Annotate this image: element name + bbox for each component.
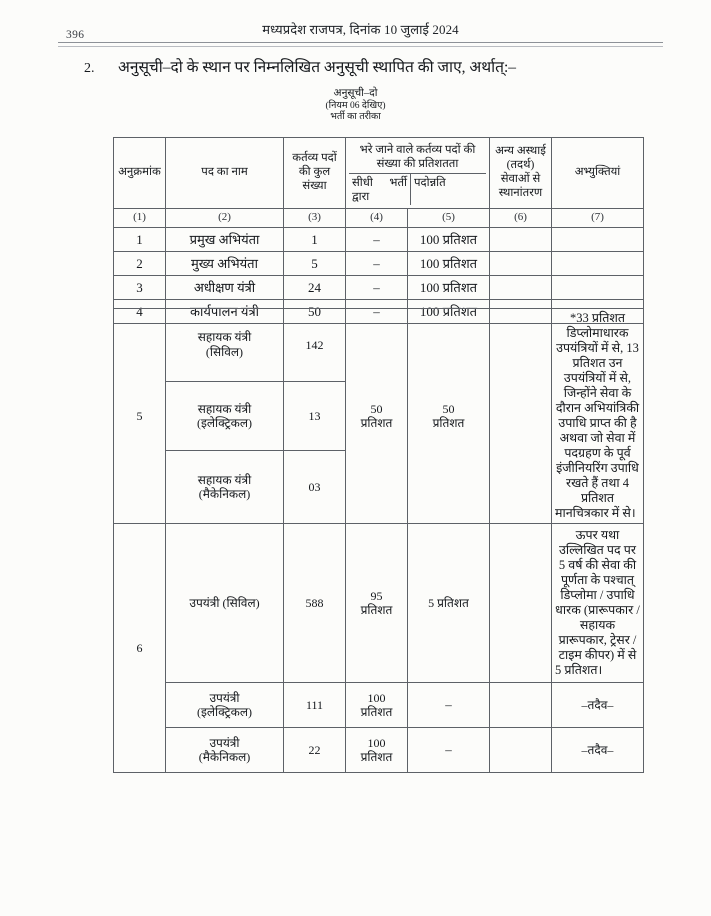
header-direct-l2: भर्ती <box>389 177 407 190</box>
caption-line-3: भर्ती का तरीका <box>330 112 381 123</box>
column-number-1: (1) <box>114 209 166 228</box>
cell-remarks <box>552 276 644 300</box>
caption-line-1: अनुसूची–दो <box>333 88 378 99</box>
cell-total-posts: 1 <box>284 228 346 252</box>
cell-serial: 1 <box>114 228 166 252</box>
cell-promotion: 100 प्रतिशत <box>408 228 490 252</box>
cell-post-line-1: उपयंत्री (सिविल) <box>189 595 260 610</box>
cell-post-name <box>166 683 284 728</box>
table-row <box>114 252 644 276</box>
cell-promotion-line-1: 5 प्रतिशत <box>428 595 469 610</box>
cell-post-line-2: (सिविल) <box>205 344 244 359</box>
column-number-3: (3) <box>284 209 346 228</box>
header-percent-group-label: भरे जाने वाले कर्तव्य पदों की संख्या की प्रतिशतता <box>349 141 486 175</box>
cell-other <box>490 309 552 524</box>
cell-post-line-2: (इलेक्ट्रिकल) <box>196 705 253 719</box>
cell-other <box>490 683 552 728</box>
header-promotion: पदोन्नति <box>414 177 446 190</box>
cell-post-line-1: उपयंत्री <box>209 735 240 750</box>
cell-direct <box>346 683 408 728</box>
cell-post-line-1: सहायक यंत्री <box>197 472 252 487</box>
table-row <box>114 524 644 683</box>
cell-promotion: – <box>408 683 490 728</box>
cell-promotion-line-2: प्रतिशत <box>432 416 465 430</box>
recruitment-table-lower <box>113 308 644 773</box>
cell-remarks: *33 प्रतिशत डिप्लोमाधारक उपयंत्रियों में से, 13 प्रतिशत उन उपयंत्रियों में से, जिन्होंने सेवा के दौरान अभियांत्रिकी उपाधि प्राप्त की है अथवा जो सेवा में पदग्रहण के पूर्व इंजीनियरिंग उपाधि रखते हैं तथा 4 प्रतिशत मानचित्रकार में से। <box>552 309 644 524</box>
cell-promotion: 100 प्रतिशत <box>408 276 490 300</box>
header-percent-group <box>346 138 490 209</box>
cell-total-posts: 5 <box>284 252 346 276</box>
cell-direct: – <box>346 300 408 324</box>
cell-promotion <box>408 524 490 683</box>
cell-serial: 5 <box>114 309 166 524</box>
header-rule-bottom <box>58 46 663 47</box>
cell-direct-line-1: 100 <box>367 690 386 705</box>
table-row <box>114 309 644 382</box>
cell-other <box>490 276 552 300</box>
cell-other <box>490 228 552 252</box>
cell-post-line-1: उपयंत्री <box>209 690 240 705</box>
cell-direct-line-2: प्रतिशत <box>360 750 393 764</box>
cell-remarks: ऊपर यथा उल्लिखित पद पर 5 वर्ष की सेवा की पूर्णता के पश्चात् डिप्लोमा / उपाधि धारक (प्रारूपकार / सहायक प्रारूपकार, ट्रेसर / टाइम कीपर) में से 5 प्रतिशत। <box>552 524 644 683</box>
cell-direct-line-1: 100 <box>367 735 386 750</box>
running-head <box>58 20 663 46</box>
cell-total-posts: 24 <box>284 276 346 300</box>
table-row <box>114 728 644 773</box>
cell-post-name <box>166 381 284 451</box>
cell-direct: – <box>346 252 408 276</box>
cell-total-posts: 03 <box>284 451 346 524</box>
cell-total-posts: 50 <box>284 300 346 324</box>
cell-total-posts: 588 <box>284 524 346 683</box>
cell-total-posts: 111 <box>284 683 346 728</box>
cell-serial: 3 <box>114 276 166 300</box>
cell-post-name <box>166 728 284 773</box>
cell-direct-line-2: प्रतिशत <box>360 705 393 719</box>
cell-other <box>490 252 552 276</box>
cell-total-posts: 142 <box>284 309 346 382</box>
clause-text: अनुसूची–दो के स्थान पर निम्नलिखित अनुसूची स्थापित की जाए, अर्थात्:– <box>118 59 517 76</box>
header-total-posts: कर्तव्य पदों की कुल संख्या <box>284 138 346 209</box>
cell-post-line-1: सहायक यंत्री <box>197 401 252 416</box>
page-number: 396 <box>66 29 85 41</box>
column-number-6: (6) <box>490 209 552 228</box>
clause-number: 2. <box>84 61 95 76</box>
cell-direct: – <box>346 276 408 300</box>
column-number-row <box>114 209 644 228</box>
cell-post-line-1: सहायक यंत्री <box>197 330 252 345</box>
cell-direct-line-2: प्रतिशत <box>360 603 393 617</box>
cell-post-name <box>166 451 284 524</box>
cell-post-name: मुख्य अभियंता <box>166 252 284 276</box>
cell-promotion: 100 प्रतिशत <box>408 252 490 276</box>
cell-remarks: –तदैव– <box>552 728 644 773</box>
header-other-transfer: अन्य अस्थाई (तदर्थ) सेवाओं से स्थानांतरण <box>490 138 552 209</box>
cell-serial: 2 <box>114 252 166 276</box>
cell-post-line-2: (इलेक्ट्रिकल) <box>196 415 253 430</box>
header-direct-l1: सीधी <box>352 177 373 190</box>
column-number-5: (5) <box>408 209 490 228</box>
header-rule-top <box>58 42 663 43</box>
cell-promotion: – <box>408 728 490 773</box>
gazette-title: मध्यप्रदेश राजपत्र, दिनांक 10 जुलाई 2024 <box>262 22 459 37</box>
cell-post-name <box>166 524 284 683</box>
table-row <box>114 683 644 728</box>
cell-post-line-2: (मैकेनिकल) <box>198 750 251 764</box>
column-number-7: (7) <box>552 209 644 228</box>
cell-direct <box>346 728 408 773</box>
cell-direct-line-1: 50 <box>370 401 383 416</box>
cell-post-name: प्रमुख अभियंता <box>166 228 284 252</box>
cell-serial: 4 <box>114 300 166 324</box>
cell-promotion-line-1: 50 <box>442 401 455 416</box>
column-number-4: (4) <box>346 209 408 228</box>
header-direct-recruitment <box>349 174 411 205</box>
table-row <box>114 228 644 252</box>
table-row <box>114 276 644 300</box>
cell-serial: 6 <box>114 524 166 773</box>
schedule-caption <box>0 88 711 124</box>
cell-total-posts: 22 <box>284 728 346 773</box>
cell-direct <box>346 309 408 524</box>
cell-post-name: कार्यपालन यंत्री <box>166 300 284 324</box>
cell-other <box>490 524 552 683</box>
column-number-2: (2) <box>166 209 284 228</box>
header-remarks: अभ्युक्तियां <box>552 138 644 209</box>
cell-remarks: –तदैव– <box>552 683 644 728</box>
header-post-name: पद का नाम <box>166 138 284 209</box>
cell-direct-line-1: 95 <box>370 588 383 603</box>
recruitment-table-upper <box>113 137 644 324</box>
cell-remarks <box>552 252 644 276</box>
cell-direct <box>346 524 408 683</box>
clause-paragraph <box>84 58 651 79</box>
header-serial: अनुक्रमांक <box>114 138 166 209</box>
cell-post-line-2: (मैकेनिकल) <box>198 487 251 502</box>
header-direct-l3: द्वारा <box>352 191 370 204</box>
cell-direct-line-2: प्रतिशत <box>360 416 393 430</box>
cell-total-posts: 13 <box>284 381 346 451</box>
cell-post-name <box>166 309 284 382</box>
caption-line-2: (नियम 06 देखिए) <box>325 100 386 111</box>
table-header-row <box>114 138 644 209</box>
cell-promotion: 100 प्रतिशत <box>408 300 490 324</box>
cell-post-name: अधीक्षण यंत्री <box>166 276 284 300</box>
cell-promotion <box>408 309 490 524</box>
cell-remarks <box>552 228 644 252</box>
cell-direct: – <box>346 228 408 252</box>
cell-other <box>490 728 552 773</box>
